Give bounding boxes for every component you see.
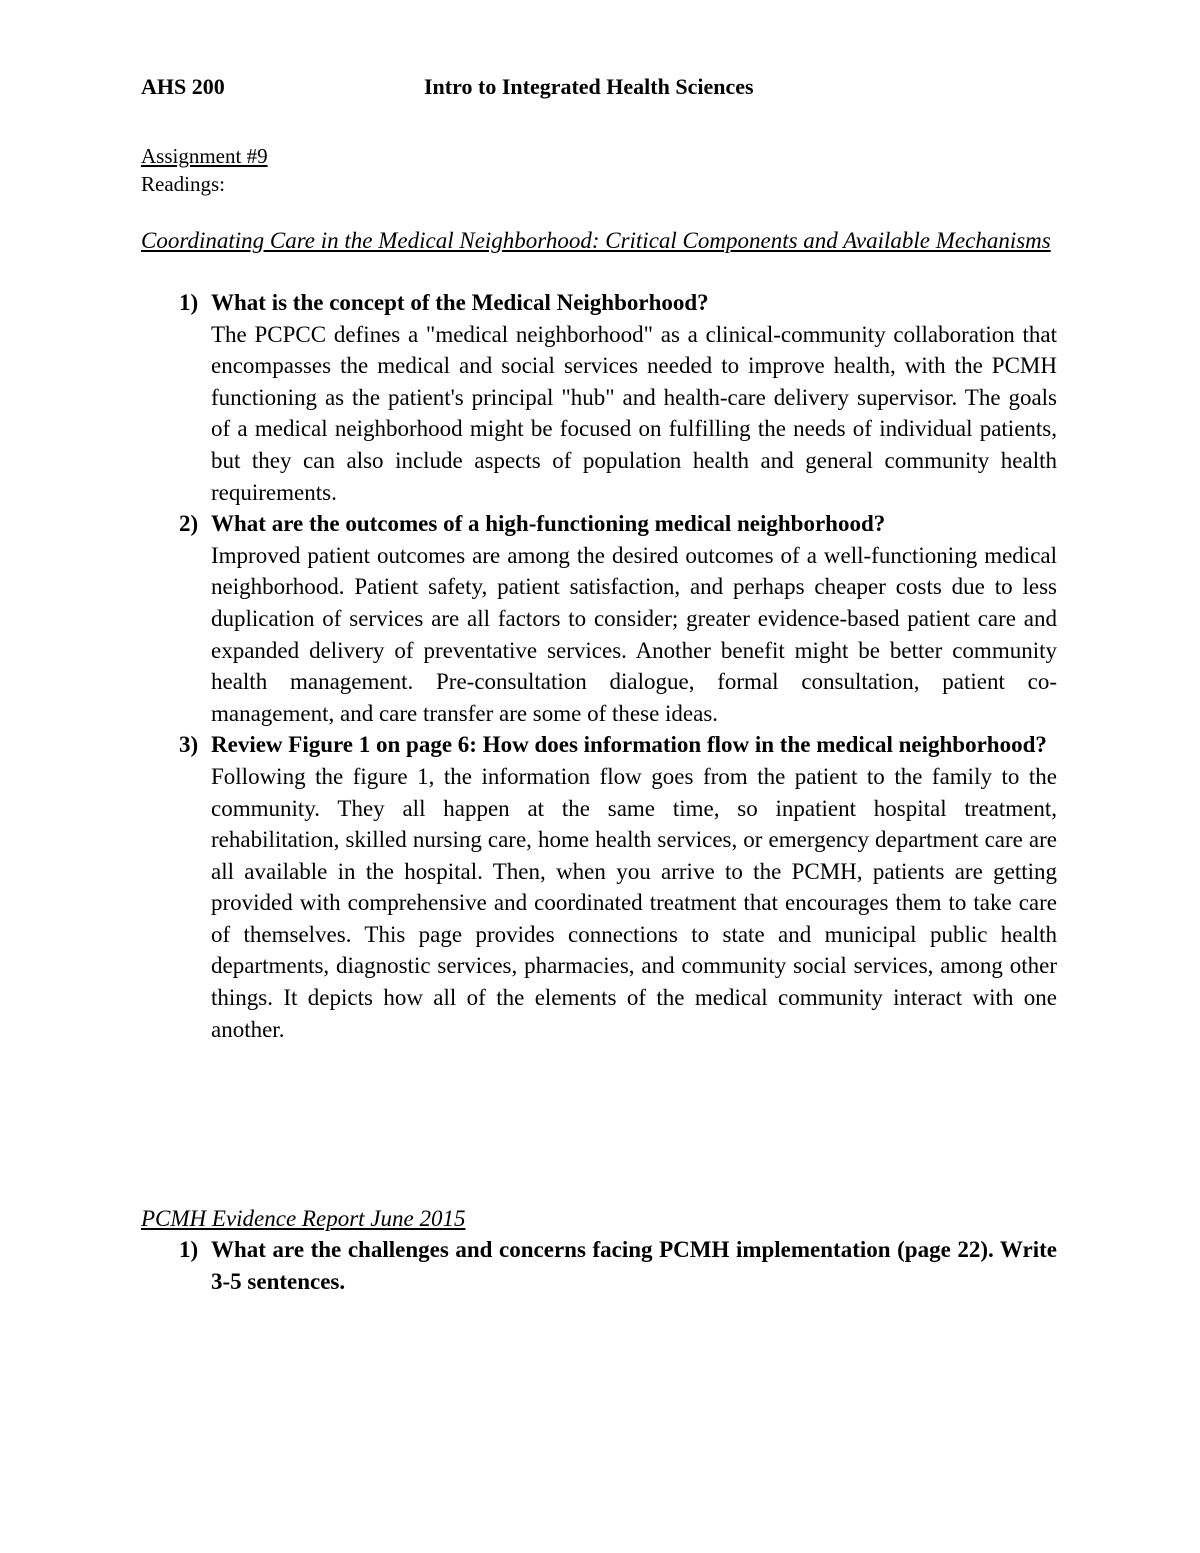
question-number: 1) [179, 1237, 199, 1262]
readings-label: Readings: [141, 172, 225, 196]
course-title: Intro to Integrated Health Sciences [424, 74, 754, 99]
question-number: 2) [179, 511, 199, 537]
assignment-number: Assignment #9 [141, 144, 268, 168]
question-text: What are the outcomes of a high-functioning medical neighborhood? [211, 511, 886, 537]
question-text: What are the challenges and concerns facing PCMH implementation (page 22). Write 3-5 sentences. [211, 1237, 1057, 1294]
question-item [141, 729, 1057, 1045]
course-code: AHS 200 [141, 74, 225, 99]
question-text: Review Figure 1 on page 6: How does information flow in the medical neighborhood? [211, 732, 1047, 758]
question-number: 1) [179, 290, 199, 315]
answer-text: Improved patient outcomes are among the desired outcomes of a well-functioning medical neighborhood. Patient safety, patient satisfaction, and perhaps cheaper costs due to less duplication of services are all factors to consider; greater evidence-based patient care and expanded delivery of preventative services. Another benefit might be better community health management. Pre-consultation dialogue, formal consultation, patient co-management, and care transfer are some of these ideas. [211, 542, 1057, 726]
question-list [141, 1234, 1057, 1297]
question-number: 3) [179, 732, 199, 758]
section-title: PCMH Evidence Report June 2015 [141, 1206, 466, 1231]
question-item [141, 508, 1057, 729]
answer-text: Following the figure 1, the information flow goes from the patient to the family to the community. They all happen at the same time, so inpatient hospital treatment, rehabilitation, skilled nursing care, home health services, or emergency department care are all available in the hospital. Then, when you arrive to the PCMH, patients are getting provided with comprehensive and coordinated treatment that encourages them to take care of themselves. This page provides connections to state and municipal public health departments, diagnostic services, pharmacies, and community social services, among other things. It depicts how all of the elements of the medical community interact with one another. [211, 763, 1057, 1042]
assignment-meta [141, 142, 268, 198]
question-item [141, 287, 1057, 508]
question-list [141, 287, 1057, 1045]
answer-text: The PCPCC defines a "medical neighborhood" as a clinical-community collaboration that encompasses the medical and social services needed to improve health, with the PCMH functioning as the patient's principal "hub" and health-care delivery supervisor. The goals of a medical neighborhood might be focused on fulfilling the needs of individual patients, but they can also include aspects of population health and general community health requirements. [211, 321, 1057, 505]
section-title: Coordinating Care in the Medical Neighborhood: Critical Components and Available Mechanisms [141, 228, 1051, 253]
question-item [141, 1234, 1057, 1297]
question-text: What is the concept of the Medical Neighborhood? [211, 290, 709, 315]
